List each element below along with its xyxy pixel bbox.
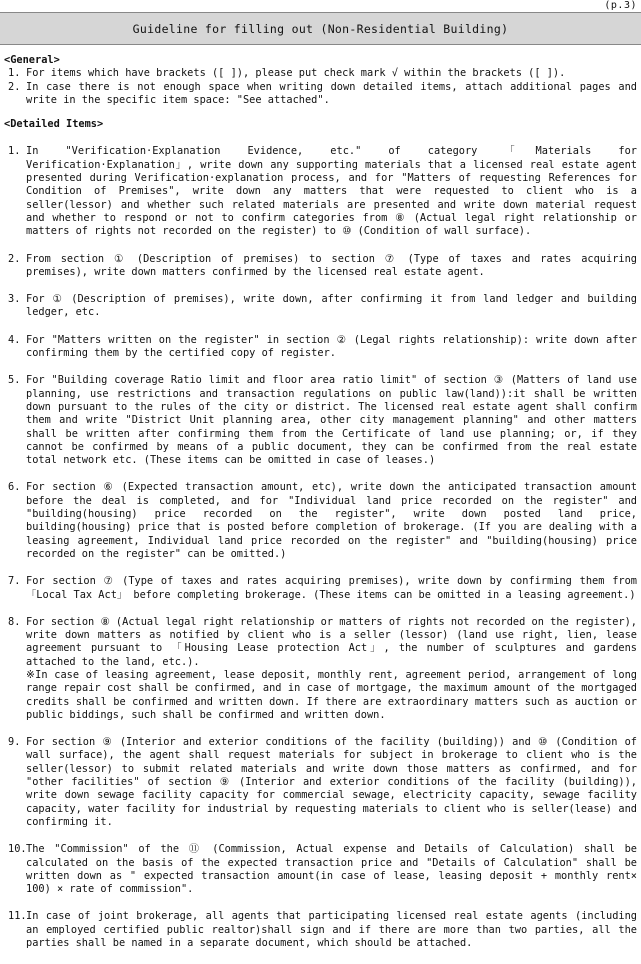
general-item: 2. In case there is not enough space when writing down detailed items, attach additional pages and write in the specific item space: "See attached". (8, 80, 637, 106)
page-title: Guideline for filling out (Non-Residential Building) (0, 12, 641, 45)
detailed-item: 4. For "Matters written on the register" in section ② (Legal rights relationship): write down after confirming them by the certified copy of register. (8, 333, 637, 360)
page-number: (p.3) (604, 0, 637, 11)
detailed-item: 11. In case of joint brokerage, all agents that participating licensed real estate agents (including an employed certified public realtor)shall sign and if there are more than two parties, all the parties shall be named in a separate document, which should be attached. (8, 910, 637, 950)
detailed-item-note: ※In case of leasing agreement, lease deposit, monthly rent, agreement period, arrangement of long range repair cost shall be confirmed, and in case of mortgage, the maximum amount of the mortgaged credits shall be confirmed and written down. If there are extraordinary matters such as auction or public biddings, such shall be confirmed and written down. (26, 668, 637, 721)
document-body (4, 54, 637, 964)
detailed-item: 2. From section ① (Description of premises) to section ⑦ (Type of taxes and rates acquiring premises), write down matters confirmed by the licensed real estate agent. (8, 252, 637, 278)
detailed-item: 7. For section ⑦ (Type of taxes and rates acquiring premises), write down by confirming them from 「Local Tax Act」 before completing brokerage. (These items can be omitted in a leasing agreement.) (8, 575, 637, 601)
detailed-items-heading: <Detailed Items> (4, 118, 104, 131)
general-item: 1. For items which have brackets ([ ]), please put check mark √ within the brackets ([ ]). (8, 67, 566, 80)
detailed-item: 6. For section ⑥ (Expected transaction amount, etc), write down the anticipated transaction amount before the deal is completed, and for "Individual land price recorded on the register" and "building(housing) price recorded on the register", write down posted land price, building(housing) price that is posted before completion of brokerage. (If you are dealing with a leasing agreement, Individual land price recorded on the register" and "building(housing) price recorded on the register" can be omitted.) (8, 481, 637, 560)
detailed-item: 10. The "Commission" of the ⑪ (Commission, Actual expense and Details of Calculation) shall be calculated on the basis of the expected transaction price and "Details of Calculation" shall be written down as " expected transaction amount(in case of lease, leasing deposit + monthly rent× 100) × rate of commission". (8, 843, 637, 896)
detailed-item: 9. For section ⑨ (Interior and exterior conditions of the facility (building)) and ⑩ (Condition of wall surface), the agent shall request materials for subject in brokerage to client who is the seller(lessor) to submit related materials and write down those matters as confirmed, and for "other facilities" of section ⑨ (Interior and exterior conditions of the facility (building)), write down sewage facility capacity for commercial sewage, electricity capacity, sewage facility capacity, water facility for industrial by requesting materials to client who is seller(lease) and confirming it. (8, 736, 637, 828)
detailed-item: 5. For "Building coverage Ratio limit and floor area ratio limit" of section ③ (Matters of land use planning, use restrictions and transaction regulations on public law(land)):it shall be written down pursuant to the rules of the city or district. The licensed real estate agent shall confirm them and write "District Unit planning area, other city management planning" and other matters shall be written after confirming them from the Certificate of land use planning; or, if they cannot be confirmed by means of a public document, they can be confirmed from the real estate total network etc. (These items can be omitted in case of leases.) (8, 374, 637, 467)
detailed-item: 8. For section ⑧ (Actual legal right relationship or matters of rights not recorded on the register), write down matters as notified by client who is a seller (lessor) (land use right, lien, lease agreement pursuant to 「Housing Lease protection Act」, the number of sculptures and gardens attached to the land, etc.). ※In case of leasing agreement, lease deposit, monthly rent, agreement period, arrangement of long range repair cost shall be confirmed, and in case of mortgage, the maximum amount of the mortgaged credits shall be confirmed and written down. If there are extraordinary matters such as auction or public biddings, such shall be confirmed and written down. (8, 615, 637, 721)
general-heading: <General> (4, 54, 60, 66)
detailed-item: 3. For ① (Description of premises), write down, after confirming it from land ledger and building ledger, etc. (8, 293, 637, 319)
detailed-items-list (4, 145, 637, 950)
detailed-item: 1. In "Verification·Explanation Evidence, etc." of category 「Materials for Verification·Explanation」, write down any supporting materials that a licensed real estate agent presented during Verification·explanation process, and for "Matters of requesting References for Condition of Premises", write down any matters that were requested to client who is a seller(lessor) and whether such related materials are presented and write down material request and whether to respond or not to confirm categories from ⑧ (Actual legal right relationship or matters of rights not recorded on the register) to ⑩ (Condition of wall surface). (8, 145, 637, 238)
general-list (4, 67, 637, 107)
